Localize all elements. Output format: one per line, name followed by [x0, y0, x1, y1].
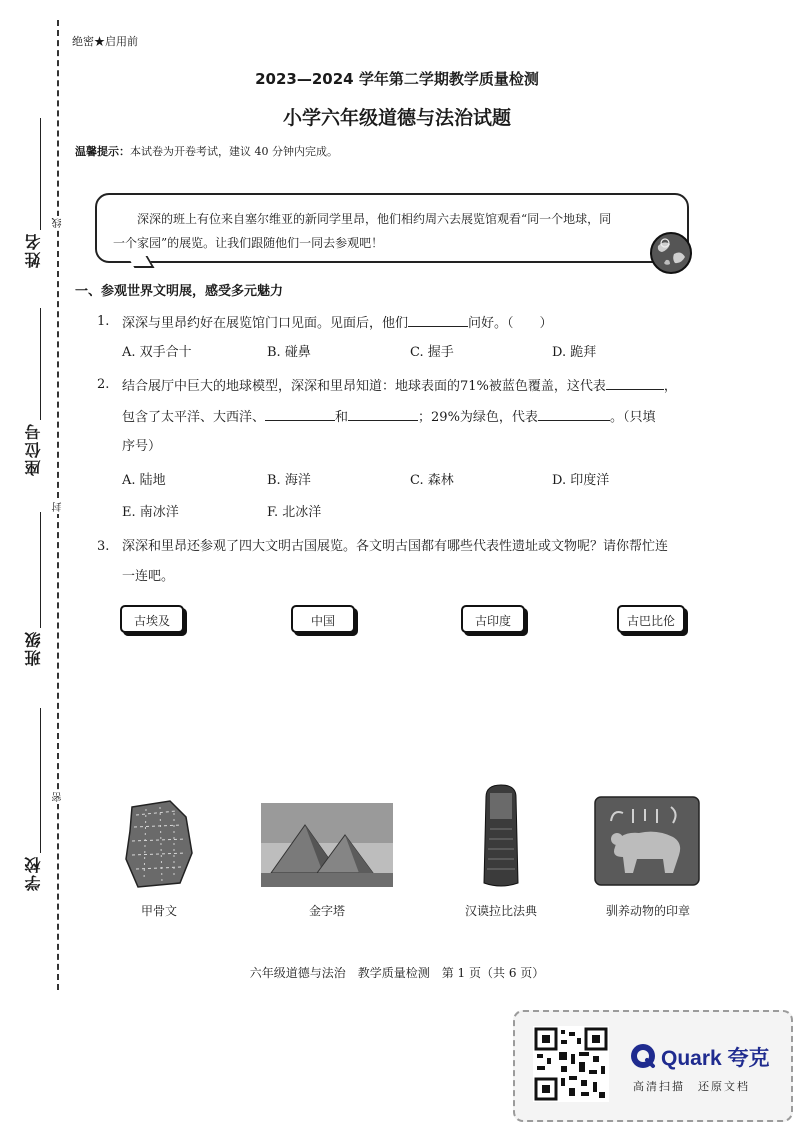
q2-line-2-b: 和 [335, 410, 349, 425]
q2-blank-2[interactable] [265, 406, 335, 421]
q2-line-1-end: ， [663, 379, 677, 394]
artifact-caption-oracle-bone: 甲骨文 [140, 904, 177, 918]
tip-text: 本试卷为开卷考试，建议 40 分钟内完成。 [130, 145, 338, 158]
pyramid-image[interactable] [261, 803, 393, 891]
q1-option-d[interactable]: D. 跪拜 [552, 345, 597, 360]
artifact-caption-animal-seal: 驯养动物的印章 [605, 904, 690, 918]
quark-logo-icon [629, 1042, 657, 1074]
seat-field-label: 座位号 [24, 422, 43, 476]
quark-slogan: 高清扫描 还原文档 [633, 1080, 750, 1093]
q2-option-e[interactable]: E. 南冰洋 [122, 505, 179, 520]
q1-stem [122, 312, 553, 334]
q1-text-before: 深深与里昂约好在展览馆门口见面。见面后，他们 [122, 316, 409, 331]
q1-number: 1. [97, 314, 110, 329]
q3-number: 3. [97, 539, 110, 554]
name-field-line [40, 118, 41, 230]
q1-option-a[interactable]: A. 双手合十 [122, 345, 192, 360]
q2-line-2-d: 。（只填 [609, 410, 656, 425]
q2-line-2-c: ；29%为绿色，代表 [418, 410, 538, 425]
civilization-china-tag[interactable]: 中国 [291, 605, 355, 633]
quark-brand: Quark 夸克 [661, 1047, 770, 1070]
code-of-hammurabi-image[interactable] [478, 783, 524, 893]
q3-line-1: 深深和里昂还参观了四大文明古国展览。各文明古国都有哪些代表性遗址或文物呢？请你帮忙连 [122, 539, 669, 554]
q2-line-2-a: 包含了太平洋、大西洋、 [122, 410, 266, 425]
school-field-label: 学校 [24, 855, 43, 891]
binding-char-seal: 封 [53, 502, 64, 512]
q1-option-b[interactable]: B. 碰鼻 [267, 345, 311, 360]
q1-option-c[interactable]: C. 握手 [410, 345, 454, 360]
earth-globe-icon [648, 230, 694, 280]
oracle-bone-image[interactable] [118, 797, 200, 893]
intro-speech-box [95, 193, 689, 263]
q2-option-f[interactable]: F. 北冰洋 [267, 505, 322, 520]
qr-code-icon[interactable] [533, 1026, 609, 1106]
q3-line-2: 一连吧。 [122, 569, 175, 584]
class-field-line [40, 512, 41, 628]
artifact-caption-pyramid: 金字塔 [308, 904, 345, 918]
q2-blank-1[interactable] [606, 375, 664, 390]
intro-line-1: 深深的班上有位来自塞尔维亚的新同学里昂，他们相约周六去展览馆观看“同一个地球，同 [137, 212, 612, 226]
q2-blank-4[interactable] [538, 406, 610, 421]
intro-line-2: 一个家园”的展览。让我们跟随他们一同去参观吧！ [113, 236, 384, 250]
secret-mark: 绝密★启用前 [72, 35, 138, 48]
q2-blank-3[interactable] [348, 406, 418, 421]
civilization-babylon-tag[interactable]: 古巴比伦 [617, 605, 685, 633]
tip-label: 温馨提示： [75, 145, 130, 158]
artifact-caption-hammurabi: 汉谟拉比法典 [464, 904, 537, 918]
seat-field-line [40, 308, 41, 420]
animal-seal-image[interactable] [593, 795, 701, 891]
q2-number: 2. [97, 377, 110, 392]
school-field-line [40, 708, 41, 853]
q2-line-3: 序号） [122, 439, 162, 454]
civilization-egypt-tag[interactable]: 古埃及 [120, 605, 184, 633]
class-field-label: 班级 [24, 630, 43, 666]
exam-title: 2023—2024 学年第二学期教学质量检测 [255, 70, 539, 88]
q2-option-b[interactable]: B. 海洋 [267, 473, 311, 488]
q1-text-after: 问好。（ ） [468, 316, 553, 331]
exam-subtitle: 小学六年级道德与法治试题 [282, 107, 511, 129]
binding-char-line: 线 [53, 218, 64, 228]
q2-line-1 [122, 375, 677, 397]
quark-watermark-card[interactable] [513, 1010, 793, 1122]
q2-line-2 [122, 406, 655, 428]
q1-answer-blank[interactable] [408, 312, 468, 327]
q2-option-c[interactable]: C. 森林 [410, 473, 454, 488]
q2-line-1-text: 结合展厅中巨大的地球模型，深深和里昂知道：地球表面的71%被蓝色覆盖，这代表 [122, 379, 606, 394]
page-footer: 六年级道德与法治 教学质量检测 第 1 页（共 6 页） [249, 966, 545, 980]
binding-char-close: 密 [53, 792, 64, 802]
tip-line [75, 143, 338, 159]
section-1-title: 一、参观世界文明展，感受多元魅力 [75, 284, 284, 299]
name-field-label: 姓名 [24, 232, 43, 268]
q2-option-a[interactable]: A. 陆地 [122, 473, 166, 488]
q2-option-d[interactable]: D. 印度洋 [552, 473, 610, 488]
civilization-india-tag[interactable]: 古印度 [461, 605, 525, 633]
